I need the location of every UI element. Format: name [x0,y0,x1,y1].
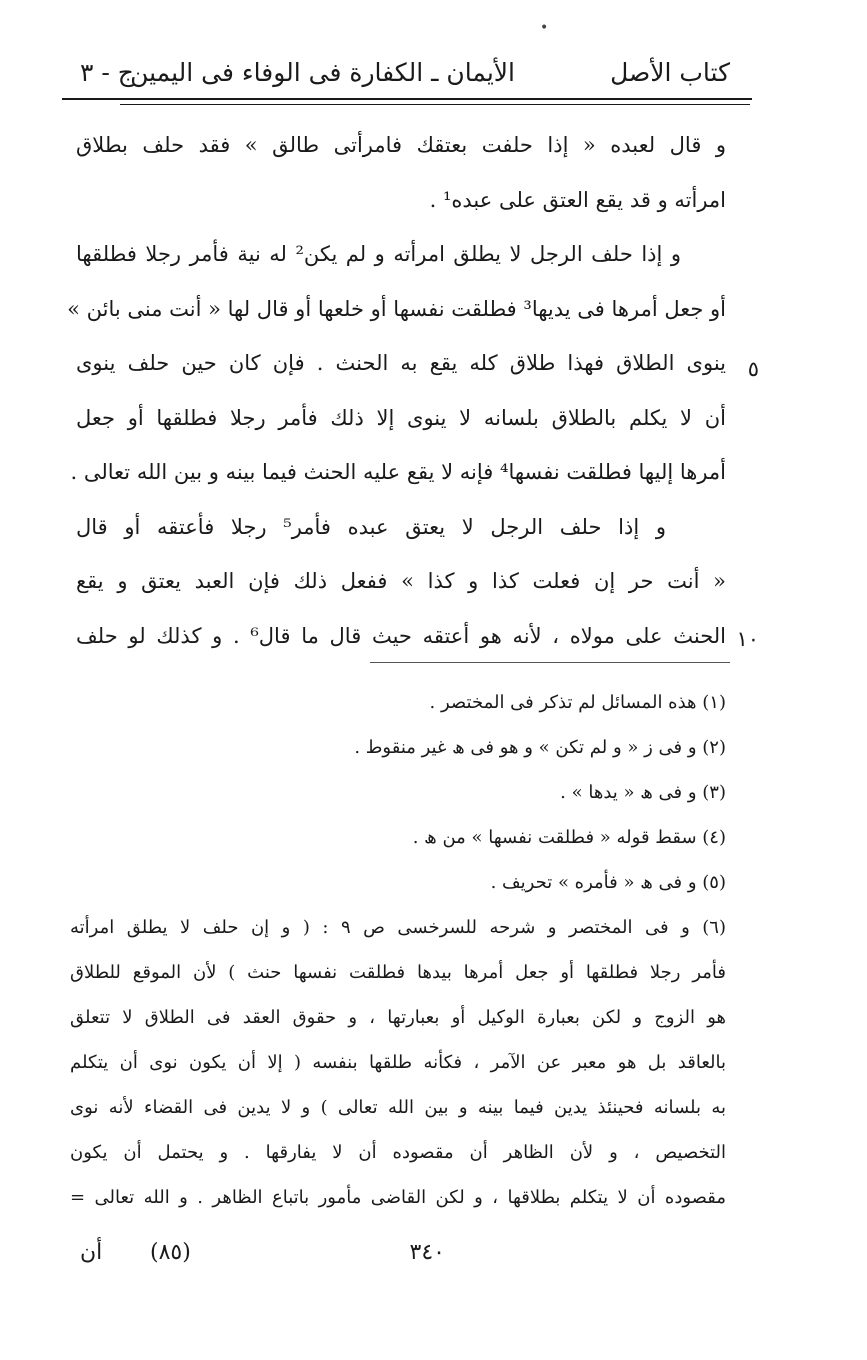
text-line: أن لا يكلم بالطلاق بلسانه لا ينوى إلا ذلك فأمر رجلا فطلقها أو جعل [76,405,726,430]
footnote: (١) هذه المسائل لم تذكر فى المختصر . [429,692,726,713]
footnote-continuation: فأمر رجلا فطلقها أو جعل أمرها بيدها فطلقت نفسها حنث ) لأن الموقع للطلاق [70,962,726,983]
page-speck: • [540,20,549,36]
text-line: أو جعل أمرها فى يديها³ فطلقت نفسها أو خلعها أو قال لها « أنت منى بائن » [67,296,726,321]
footnote: (٢) و فى ز « و لم تكن » و هو فى ھ غير منقوط . [354,737,726,758]
signature-mark: (٨٥) [150,1240,191,1265]
header-rule-thin [120,104,750,105]
footnote-continuation: به بلسانه فحينئذ يدين فيما بينه و بين الله تعالى ) و لا يدين فى القضاء لأنه نوى [70,1097,726,1118]
line-number-5: ٥ [747,357,759,381]
text-line: « أنت حر إن فعلت كذا و كذا » ففعل ذلك فإن العبد يعتق و يقع [76,569,726,593]
main-text [67,118,726,663]
text-line: و إذا حلف الرجل لا يعتق عبده فأمر⁵ رجلا فأعتقه أو قال [76,514,667,539]
book-title: كتاب الأصل [610,58,730,87]
footnote-continuation: بالعاقد بل هو معبر عن الآمر ، فكأنه طلقها بنفسه ( إلا أن يكون نوى أن يتكلم [70,1052,726,1073]
line-number-10: ١٠ [736,627,759,651]
footnote: (٣) و فى ھ « يدها » . [560,782,726,803]
text-line: و قال لعبده « إذا حلفت بعتقك فامرأتى طالق » فقد حلف بطلاق [76,133,726,157]
catchword: أن [80,1240,103,1265]
volume-number: ج - ٣ [80,58,134,87]
text-line: امرأته و قد يقع العتق على عبده¹ . [429,187,726,212]
text-line: ينوى الطلاق فهذا طلاق كله يقع به الحنث . فإن كان حين حلف ينوى [76,351,726,375]
text-line: أمرها إليها فطلقت نفسها⁴ فإنه لا يقع عليه الحنث فيما بينه و بين الله تعالى . [70,460,726,484]
footnote-continuation: هو الزوج و لكن بعبارة الوكيل أو بعبارتها ، و حقوق العقد فى الطلاق لا تتعلق [70,1007,726,1028]
footnote-continuation: التخصيص ، و لأن الظاهر أن مقصوده أن لا يفارقها . و يحتمل أن يكون [70,1142,726,1163]
footnote: (٤) سقط قوله « فطلقت نفسها » من ھ . [412,827,726,848]
text-line: الحنث على مولاه ، لأنه هو أعتقه حيث قال ما قال⁶ . و كذلك لو حلف [76,623,726,648]
text-line: و إذا حلف الرجل لا يطلق امرأته و لم يكن² له نية فأمر رجلا فطلقها [76,242,681,266]
footnotes [70,680,726,1220]
footnote-divider [370,662,730,663]
footnote-continuation: مقصوده أن لا يتكلم بطلاقها ، و لكن القاضى مأمور باتباع الظاهر . و الله تعالى = [70,1187,726,1208]
footnote: (٥) و فى ھ « فأمره » تحريف . [490,872,726,893]
footnote: (٦) و فى المختصر و شرحه للسرخسى ص ٩ : ( و إن حلف لا يطلق امرأته [70,917,726,938]
page-footer [70,1240,730,1274]
running-header [70,58,730,98]
chapter-title: الأيمان ـ الكفارة فى الوفاء فى اليمين [130,58,515,87]
page-number: ٣٤٠ [409,1240,445,1265]
header-rule [62,98,752,100]
